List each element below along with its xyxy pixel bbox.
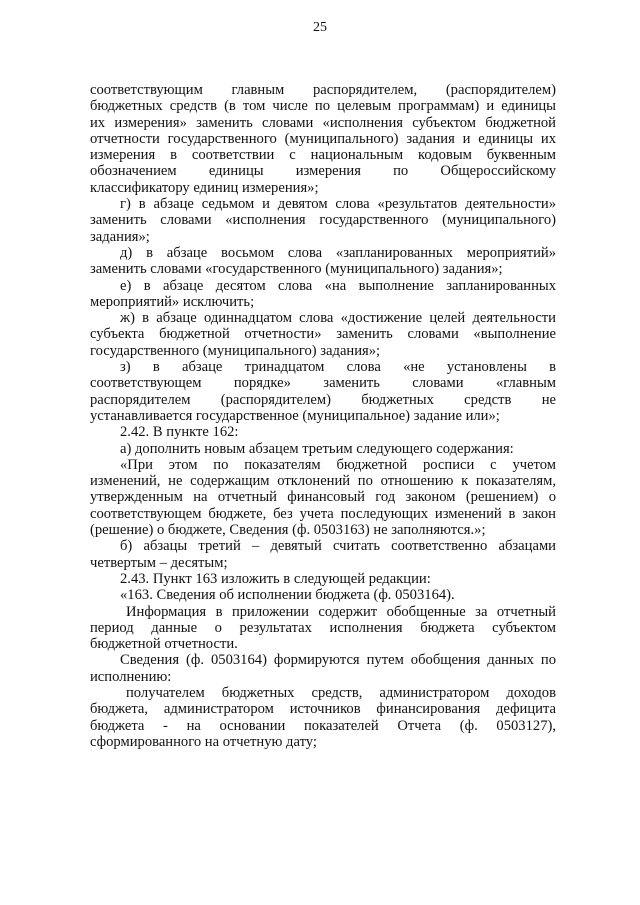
text-line: мероприятий» исключить; (90, 293, 255, 310)
text-line: классификатору единиц измерения»; (90, 179, 319, 196)
text-line: бюджета - на основании показателей Отчета (ф. 0503127), (90, 717, 556, 734)
text-line: изменений, не содержащим отклонений по отношению к показателям, (90, 473, 556, 490)
text-line: задания»; (90, 228, 150, 245)
text-line: заменить словами «государственного (муниципального) задания»; (90, 261, 503, 278)
body-text (90, 82, 556, 750)
text-line: соответствующем порядке» заменить словами «главным (90, 375, 556, 392)
text-line: ж) в абзаце одиннадцатом слова «достижение целей деятельности (120, 310, 556, 327)
text-line: исполнению: (90, 668, 172, 685)
text-line: обозначением единицы измерения по Общероссийскому (90, 163, 556, 180)
text-line: устанавливается государственное (муниципальное) задание или»; (90, 407, 500, 424)
text-line: г) в абзаце седьмом и девятом слова «результатов деятельности» (120, 196, 556, 213)
text-line: 2.42. В пункте 162: (120, 424, 239, 441)
text-line: период данные о результатах исполнения бюджета субъектом (90, 619, 556, 636)
text-line: соответствующем бюджете, без учета последующих изменений в закон (90, 505, 556, 522)
text-line: бюджетной отчетности. (90, 636, 238, 653)
page-number: 25 (313, 20, 327, 35)
text-line: бюджетных средств (в том числе по целевым программам) и единицы (90, 98, 556, 115)
text-line: «163. Сведения об исполнении бюджета (ф. 0503164). (120, 587, 455, 604)
text-line: б) абзацы третий – девятый считать соответственно абзацами (120, 538, 556, 555)
text-line: отчетности государственного (муниципального) задания и единицы их (90, 130, 556, 147)
text-line: утвержденным на отчетный финансовый год законом (решением) о (90, 489, 556, 506)
text-line: «При этом по показателям бюджетной росписи с учетом (120, 456, 556, 473)
text-line: з) в абзаце тринадцатом слова «не установлены в (120, 359, 556, 376)
text-line: д) в абзаце восьмом слова «запланированных мероприятий» (120, 244, 556, 261)
text-line: Сведения (ф. 0503164) формируются путем обобщения данных по (120, 652, 556, 669)
text-line: сформированного на отчетную дату; (90, 733, 317, 750)
text-line: соответствующим главным распорядителем, (распорядителем) (90, 82, 556, 98)
text-line: заменить словами «исполнения государственного (муниципального) (90, 212, 556, 229)
text-line: (решение) о бюджете, Сведения (ф. 0503163) не заполняются.»; (90, 522, 486, 539)
text-line: а) дополнить новым абзацем третьим следующего содержания: (120, 440, 514, 457)
text-line: измерения в соответствии с национальным кодовым буквенным (90, 147, 556, 164)
text-line: 2.43. Пункт 163 изложить в следующей редакции: (120, 570, 431, 587)
text-line: государственного (муниципального) задания»; (90, 342, 381, 359)
text-line: субъекта бюджетной отчетности» заменить словами «выполнение (90, 326, 556, 343)
text-line: е) в абзаце десятом слова «на выполнение запланированных (120, 277, 556, 294)
text-line: распорядителем (распорядителем) бюджетных средств не (90, 391, 556, 408)
text-line: их измерения» заменить словами «исполнения субъектом бюджетной (90, 114, 556, 131)
text-line: получателем бюджетных средств, администратором доходов (126, 684, 556, 701)
text-line: четвертым – десятым; (90, 554, 228, 571)
text-line: Информация в приложении содержит обобщенные за отчетный (126, 603, 556, 620)
text-line: бюджета, администратором источников финансирования дефицита (90, 701, 556, 718)
